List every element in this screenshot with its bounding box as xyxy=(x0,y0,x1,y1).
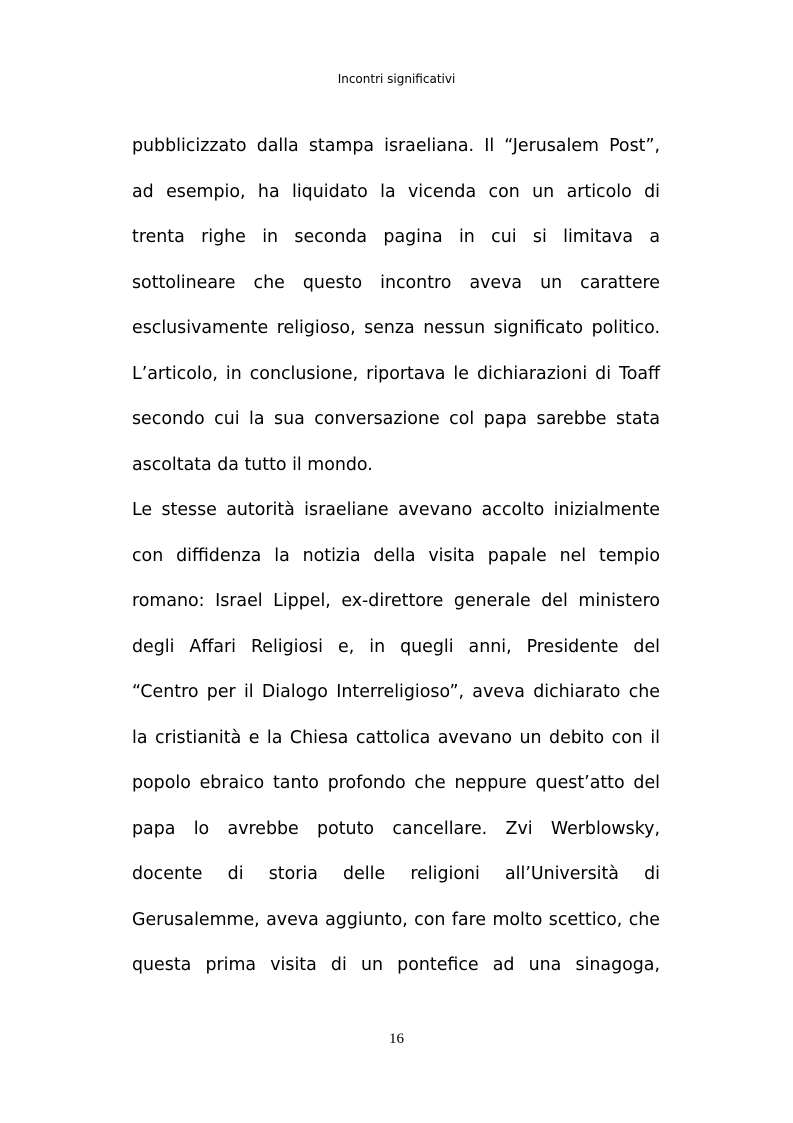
text-line: L’articolo, in conclusione, riportava le dichiarazioni di Toaff xyxy=(132,363,660,384)
text-line: questa prima visita di un pontefice ad una sinagoga, xyxy=(132,955,660,975)
text-line-paragraph-end: ascoltata da tutto il mondo. xyxy=(132,454,373,475)
text-line: secondo cui la sua conversazione col papa sarebbe stata xyxy=(132,409,660,429)
text-line: sottolineare che questo incontro aveva un carattere xyxy=(132,272,660,293)
text-line: trenta righe in seconda pagina in cui si limitava a xyxy=(132,227,660,247)
text-line: “Centro per il Dialogo Interreligioso”, aveva dichiarato che xyxy=(132,682,660,702)
text-line: docente di storia delle religioni all’Università di xyxy=(132,864,660,884)
text-line: esclusivamente religioso, senza nessun significato politico. xyxy=(132,318,660,338)
text-line: Le stesse autorità israeliane avevano accolto inizialmente xyxy=(132,500,660,520)
text-line: con diffidenza la notizia della visita papale nel tempio xyxy=(132,545,660,566)
text-line: ad esempio, ha liquidato la vicenda con un articolo di xyxy=(132,181,660,202)
page-number: 16 xyxy=(389,1031,404,1047)
body-text xyxy=(132,132,660,997)
text-line: romano: Israel Lippel, ex-direttore generale del ministero xyxy=(132,591,660,611)
text-line: Gerusalemme, aveva aggiunto, con fare molto scettico, che xyxy=(132,909,660,930)
text-line: la cristianità e la Chiesa cattolica avevano un debito con il xyxy=(132,727,660,748)
text-line: papa lo avrebbe potuto cancellare. Zvi Werblowsky, xyxy=(132,818,660,839)
text-line: popolo ebraico tanto profondo che neppure quest’atto del xyxy=(132,773,660,793)
text-line: degli Affari Religiosi e, in quegli anni, Presidente del xyxy=(132,636,660,657)
running-header: Incontri significativi xyxy=(337,72,456,86)
text-line: pubblicizzato dalla stampa israeliana. Il “Jerusalem Post”, xyxy=(132,136,660,156)
